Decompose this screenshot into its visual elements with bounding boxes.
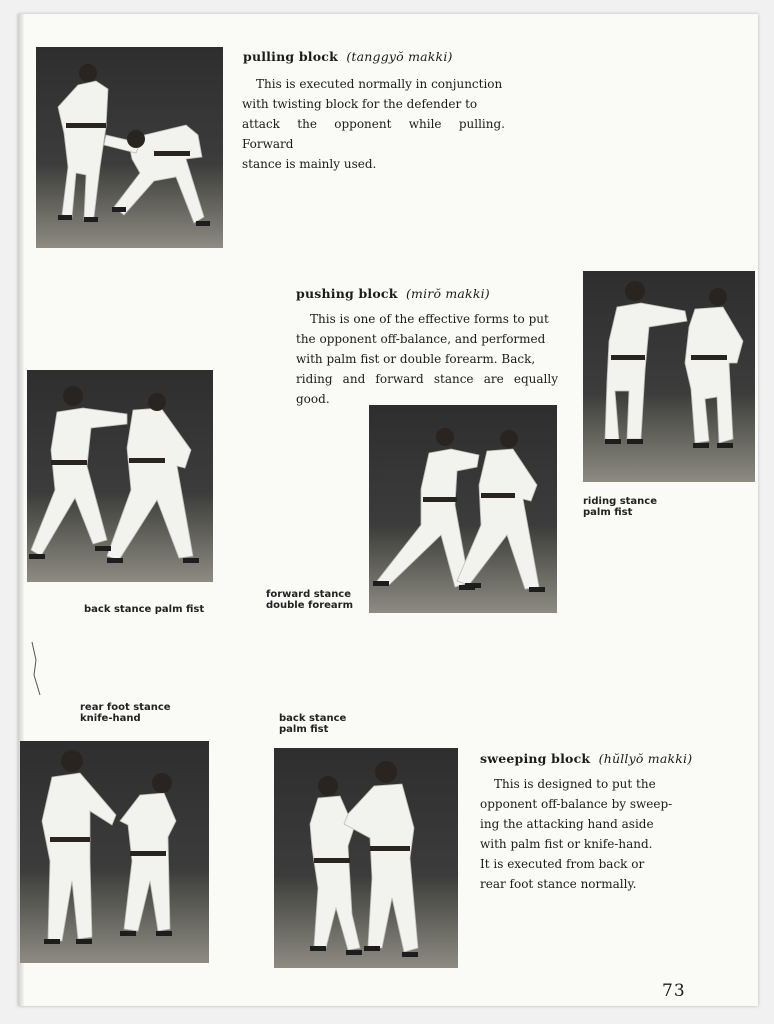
caption-back-stance-line-1: back stance (279, 713, 347, 724)
caption-back-stance (279, 713, 346, 735)
caption-forward-line-2: double forearm (266, 600, 354, 611)
sweeping-line-6: rear foot stance normally. (480, 877, 637, 891)
pushing-line-3: with palm fist or double forearm. Back, (296, 352, 536, 366)
rear-foot-stance-figures (20, 741, 209, 963)
sweeping-line-5: It is executed from back or (480, 857, 645, 871)
pulling-line-2: with twisting block for the defender to (242, 97, 478, 111)
pushing-line-1: This is one of the effective forms to put (310, 312, 549, 326)
caption-rear-foot-stance (80, 702, 171, 724)
photo-sweeping-back-stance (274, 748, 458, 968)
caption-rear-foot-line-2: knife-hand (80, 713, 141, 724)
pulling-block-heading (243, 49, 453, 64)
photo-rear-foot-stance (20, 741, 209, 963)
caption-back-stance-palm-fist (84, 604, 204, 615)
pushing-block-title: pushing block (296, 286, 398, 301)
photo-pulling-block (36, 47, 223, 248)
pushing-block-romanized: (mirŏ makki) (405, 286, 490, 301)
sweeping-line-4: with palm fist or knife-hand. (480, 837, 653, 851)
sweeping-line-2: opponent off-balance by sweep- (480, 797, 673, 811)
sweeping-block-heading (480, 751, 692, 766)
pulling-line-4: stance is mainly used. (242, 157, 377, 171)
pulling-line-1: This is executed normally in conjunction (256, 77, 503, 91)
forward-stance-figures (369, 405, 557, 613)
sweeping-line-3: ing the attacking hand aside (480, 817, 654, 831)
pushing-line-4: riding and forward stance are equally good. (296, 372, 558, 406)
pulling-block-figures (36, 47, 223, 248)
page-number: 73 (662, 981, 686, 1001)
caption-forward-stance (266, 589, 353, 611)
sweeping-line-1: This is designed to put the (494, 777, 656, 791)
caption-back-palm-line-1: back stance palm fist (84, 604, 205, 615)
riding-stance-figures (583, 271, 755, 482)
page-scratch-mark (28, 640, 52, 700)
pushing-line-2: the opponent off-balance, and performed (296, 332, 546, 346)
caption-rear-foot-line-1: rear foot stance (80, 702, 171, 713)
pulling-block-title: pulling block (243, 49, 338, 64)
caption-forward-line-1: forward stance (266, 589, 352, 600)
photo-riding-stance (583, 271, 755, 482)
sweeping-block-romanized: (hŭllyŏ makki) (598, 751, 693, 766)
sweeping-block-title: sweeping block (480, 751, 591, 766)
sweeping-back-stance-figures (274, 748, 458, 968)
caption-riding-line-1: riding stance (583, 496, 658, 507)
pushing-block-text (296, 309, 558, 409)
caption-riding-stance (583, 496, 657, 518)
pulling-block-romanized: (tanggyŏ makki) (346, 49, 453, 64)
photo-forward-stance (369, 405, 557, 613)
caption-riding-line-2: palm fist (583, 507, 633, 518)
pushing-block-heading (296, 286, 490, 301)
caption-back-stance-line-2: palm fist (279, 724, 329, 735)
pulling-block-text (242, 74, 505, 174)
photo-back-stance-palm-fist (27, 370, 213, 582)
back-stance-palm-fist-figures (27, 370, 213, 582)
sweeping-block-text (480, 774, 676, 894)
pulling-line-3: attack the opponent while pulling. Forward (242, 117, 505, 151)
